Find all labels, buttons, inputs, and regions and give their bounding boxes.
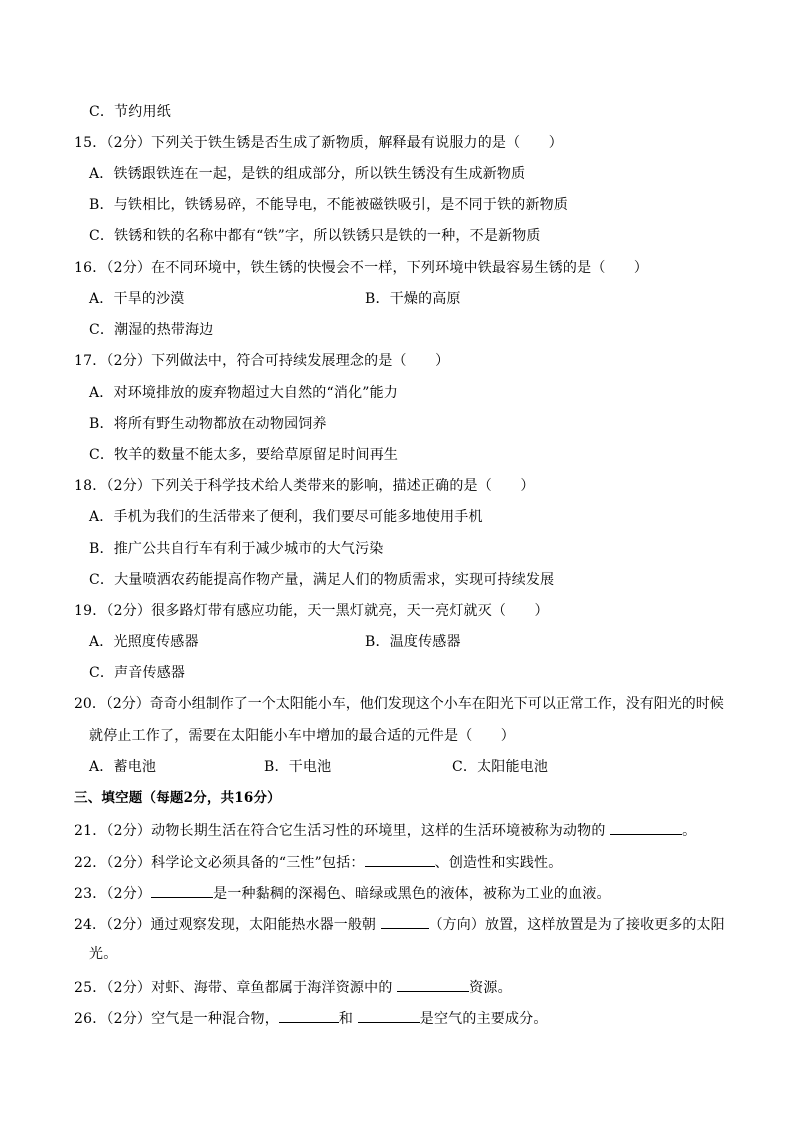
q15-option-b: B．与铁相比，铁锈易碎，不能导电，不能被磁铁吸引，是不同于铁的新物质 — [89, 197, 569, 213]
q24-text-after: （方向）放置，这样放置是为了接收更多的太阳 — [428, 917, 725, 933]
q19-stem: 19．（2分）很多路灯带有感应功能，天一黑灯就亮，天一亮灯就灭（ ） — [74, 603, 549, 619]
q20-stem-line2: 就停止工作了，需要在太阳能小车中增加的最合适的元件是（ ） — [89, 728, 515, 744]
q23-text-after: 是一种黏稠的深褐色、暗绿或黑色的液体，被称为工业的血液。 — [213, 886, 611, 902]
q17-option-c: C．牧羊的数量不能太多，要给草原留足时间再生 — [89, 447, 399, 463]
q26-text-before: 26．（2分）空气是一种混合物， — [74, 1011, 279, 1027]
q26-answer-blank-1[interactable] — [279, 1009, 339, 1023]
q15-option-a: A．铁锈跟铁连在一起，是铁的组成部分，所以铁生锈没有生成新物质 — [89, 166, 526, 182]
q21-text-after: 。 — [682, 823, 697, 839]
q16-option-c: C．潮湿的热带海边 — [89, 322, 214, 338]
q15-option-c: C．铁锈和铁的名称中都有“铁”字，所以铁锈只是铁的一种，不是新物质 — [89, 228, 541, 244]
q23-text-before: 23．（2分） — [74, 886, 152, 902]
q18-option-a: A．手机为我们的生活带来了便利，我们要尽可能多地使用手机 — [89, 509, 483, 525]
q25-answer-blank[interactable] — [397, 978, 469, 992]
q20-option-b: B．干电池 — [264, 759, 332, 775]
q25-text-after: 资源。 — [469, 980, 512, 996]
q25-text-before: 25．（2分）对虾、海带、章鱼都属于海洋资源中的 — [74, 980, 398, 996]
q17-option-a: A．对环境排放的废弃物超过大自然的“消化”能力 — [89, 385, 399, 401]
q19-option-b: B．温度传感器 — [365, 634, 461, 650]
q18-stem: 18．（2分）下列关于科学技术给人类带来的影响，描述正确的是（ ） — [74, 478, 535, 494]
q19-option-a: A．光照度传感器 — [89, 634, 199, 650]
q22-text-after: 、创造性和实践性。 — [434, 855, 563, 871]
q24-answer-blank[interactable] — [381, 915, 429, 929]
q26-text-middle: 和 — [338, 1011, 358, 1027]
q15-stem: 15．（2分）下列关于铁生锈是否生成了新物质，解释最有说服力的是（ ） — [74, 135, 563, 151]
q18-option-c: C．大量喷洒农药能提高作物产量，满足人们的物质需求，实现可持续发展 — [89, 572, 555, 588]
q18-option-b: B．推广公共自行车有利于减少城市的大气污染 — [89, 541, 384, 557]
q21 — [74, 821, 696, 839]
q20-option-c: C．太阳能电池 — [452, 759, 549, 775]
q19-option-c: C．声音传感器 — [89, 665, 186, 681]
q21-text-before: 21．（2分）动物长期生活在符合它生活习性的环境里，这样的生活环境被称为动物的 — [74, 823, 611, 839]
q22-text-before: 22．（2分）科学论文必须具备的“三性”包括： — [74, 855, 365, 871]
q17-option-b: B．将所有野生动物都放在动物园饲养 — [89, 416, 327, 432]
q16-option-b: B．干燥的高原 — [365, 291, 461, 307]
q23 — [74, 884, 611, 902]
q25 — [74, 978, 512, 996]
q24-line2: 光。 — [89, 946, 118, 962]
q16-option-a: A．干旱的沙漠 — [89, 291, 185, 307]
q26-answer-blank-2[interactable] — [358, 1009, 420, 1023]
q24 — [74, 915, 725, 933]
q22 — [74, 853, 562, 871]
q20-option-a: A．蓄电池 — [89, 759, 157, 775]
q22-answer-blank[interactable] — [365, 853, 435, 867]
q21-answer-blank[interactable] — [610, 821, 682, 835]
q17-stem: 17．（2分）下列做法中，符合可持续发展理念的是（ ） — [74, 353, 450, 369]
q23-answer-blank[interactable] — [151, 884, 213, 898]
q24-text-before: 24．（2分）通过观察发现，太阳能热水器一般朝 — [74, 917, 381, 933]
section-title-fill-in: 三、填空题（每题2分，共16分） — [74, 790, 281, 806]
q26-text-after: 是空气的主要成分。 — [419, 1011, 548, 1027]
q20-stem-line1: 20．（2分）奇奇小组制作了一个太阳能小车，他们发现这个小车在阳光下可以正常工作，没有阳光的时候 — [74, 696, 724, 712]
q14-option-c: C．节约用纸 — [89, 104, 171, 120]
q26 — [74, 1009, 548, 1027]
q16-stem: 16．（2分）在不同环境中，铁生锈的快慢会不一样，下列环境中铁最容易生锈的是（ ） — [74, 260, 649, 276]
